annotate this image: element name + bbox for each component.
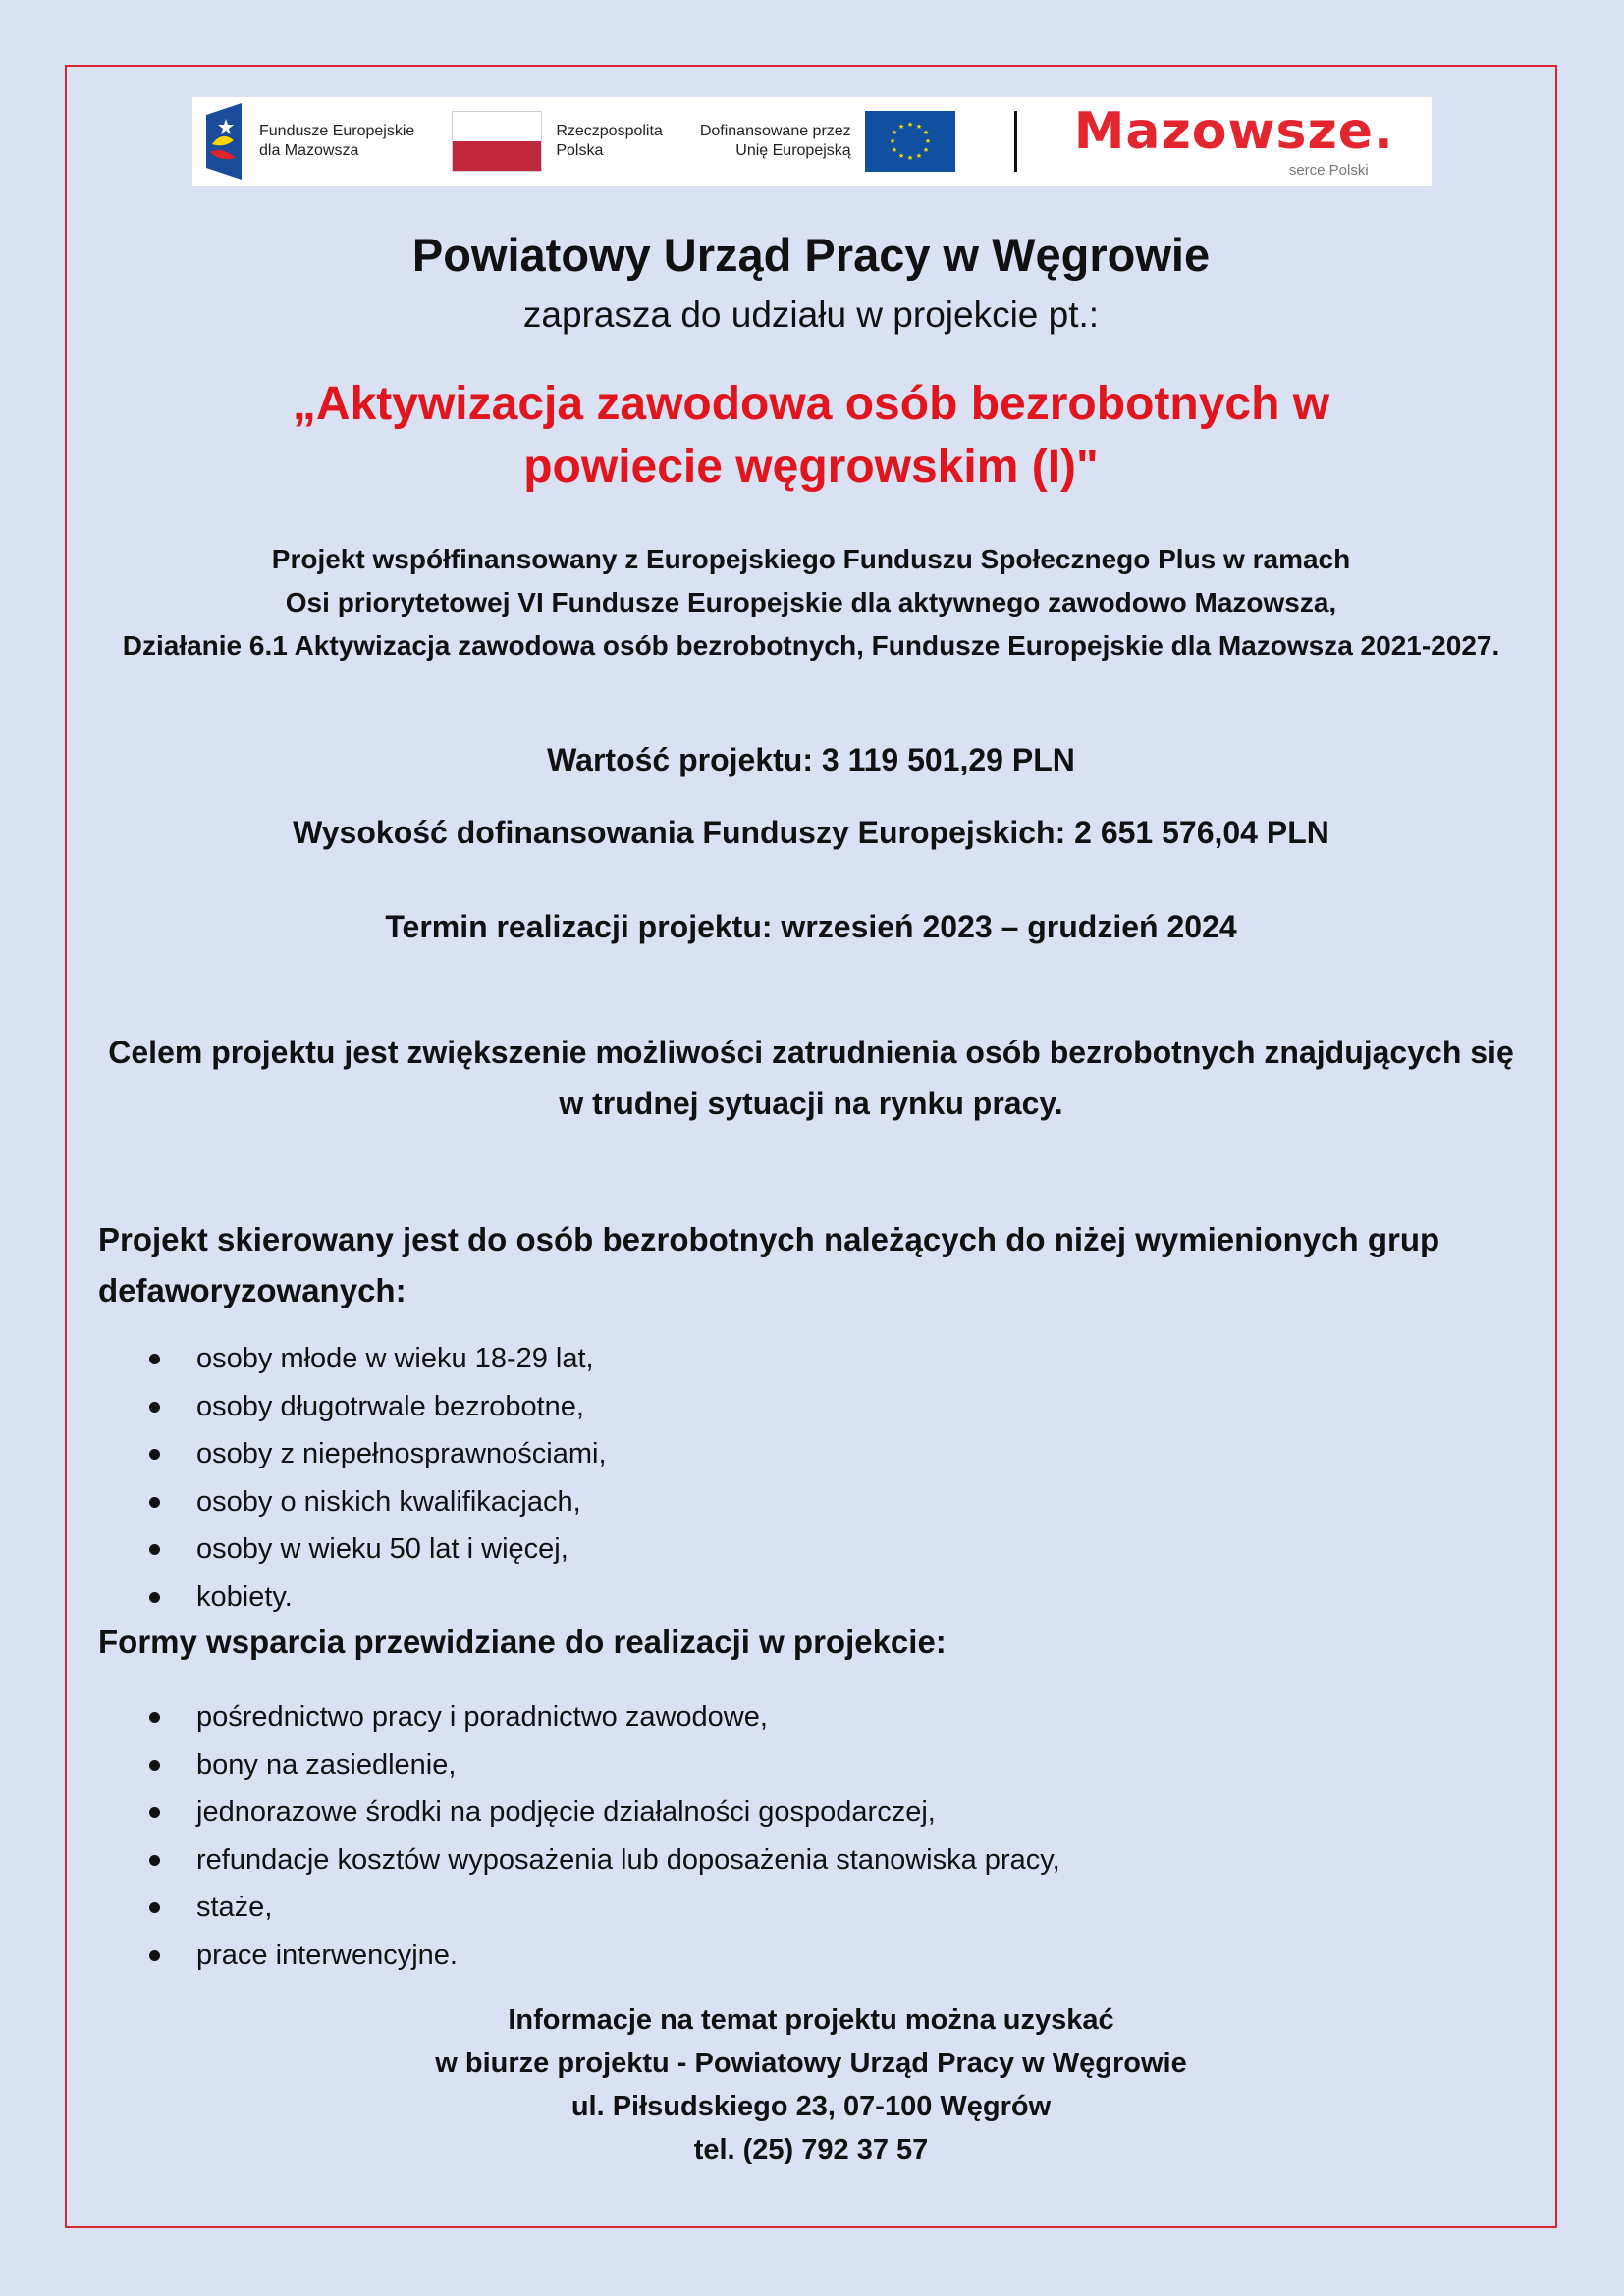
eu-label-line2: Unię Europejską	[735, 142, 851, 159]
rzeczpospolita-polska-logo	[452, 111, 663, 172]
svg-text:★: ★	[897, 123, 904, 131]
list-item: osoby młode w wieku 18-29 lat,	[98, 1335, 607, 1383]
fundusze-europejskie-logo	[202, 101, 414, 182]
list-item: jednorazowe środki na podjęcie działalności gospodarczej,	[98, 1789, 1060, 1837]
contact-address: ul. Piłsudskiego 23, 07-100 Węgrów	[570, 2091, 1052, 2122]
logo-divider	[1014, 111, 1017, 172]
support-forms-list	[98, 1693, 1060, 1979]
invitation-text: zaprasza do udziału w projekcie pt.:	[522, 294, 1100, 335]
eu-label-line1: Dofinansowane przez	[699, 123, 851, 139]
fe-emblem-icon	[202, 101, 245, 182]
pl-label-line1: Rzeczpospolita	[556, 123, 663, 139]
list-item: osoby w wieku 50 lat i więcej,	[98, 1525, 607, 1574]
mazowsze-logo	[1073, 102, 1394, 181]
project-term: Termin realizacji projektu: wrzesień 2023 – grudzień 2024	[385, 909, 1237, 944]
funding-line-3: Działanie 6.1 Aktywizacja zawodowa osób bezrobotnych, Fundusze Europejskie dla Mazowsza 2021-2027.	[122, 630, 1500, 661]
list-item: staże,	[98, 1884, 1060, 1932]
project-value: Wartość projektu: 3 119 501,29 PLN	[547, 742, 1075, 777]
target-groups-list	[98, 1335, 607, 1621]
mazowsze-tagline: serce Polski	[1288, 162, 1369, 179]
fe-label-line2: dla Mazowsza	[259, 142, 359, 159]
svg-text:★: ★	[915, 123, 922, 131]
list-item: bony na zasiedlenie,	[98, 1741, 1060, 1789]
pl-label-line2: Polska	[556, 142, 604, 159]
list-item: pośrednictwo pracy i poradnictwo zawodowe,	[98, 1693, 1060, 1741]
office-name: Powiatowy Urząd Pracy w Węgrowie	[411, 229, 1211, 281]
svg-text:★: ★	[897, 152, 904, 160]
svg-text:★: ★	[922, 146, 929, 154]
svg-text:★: ★	[889, 137, 895, 145]
project-title: „Aktywizacja zawodowa osób bezrobotnych w powiecie węgrowskim (I)"	[292, 378, 1330, 493]
svg-text:★: ★	[891, 129, 897, 136]
svg-text:★: ★	[922, 129, 929, 136]
svg-text:★: ★	[915, 152, 922, 160]
eu-flag-icon	[865, 111, 955, 172]
contact-line-1: Informacje na temat projektu można uzyskać	[508, 2004, 1114, 2036]
list-item: osoby długotrwale bezrobotne,	[98, 1383, 607, 1431]
funding-info	[65, 538, 1557, 667]
list-item: refundacje kosztów wyposażenia lub doposażenia stanowiska pracy,	[98, 1837, 1060, 1885]
support-forms-heading: Formy wsparcia przewidziane do realizacji w projekcie:	[98, 1624, 947, 1660]
svg-text:★: ★	[906, 154, 913, 162]
contact-line-2: w biurze projektu - Powiatowy Urząd Pracy w Węgrowie	[435, 2048, 1187, 2079]
contact-phone: tel. (25) 792 37 57	[693, 2134, 929, 2165]
list-item: osoby o niskich kwalifikacjach,	[98, 1478, 607, 1526]
mazowsze-wordmark: Mazowsze.	[1073, 102, 1394, 161]
funding-line-1: Projekt współfinansowany z Europejskiego Funduszu Społecznego Plus w ramach	[271, 544, 1351, 574]
project-goal: Celem projektu jest zwiększenie możliwości zatrudnienia osób bezrobotnych znajdujących się w trudnej sytuacji na rynku pracy.	[108, 1035, 1514, 1121]
funding-line-2: Osi priorytetowej VI Fundusze Europejskie dla aktywnego zawodowo Mazowsza,	[285, 587, 1337, 617]
svg-text:★: ★	[924, 137, 931, 145]
contact-info	[65, 1999, 1557, 2171]
svg-text:★: ★	[891, 146, 897, 154]
list-item: osoby z niepełnosprawnościami,	[98, 1430, 607, 1478]
co-financing-value: Wysokość dofinansowania Funduszy Europejskich: 2 651 576,04 PLN	[293, 815, 1329, 850]
fe-label-line1: Fundusze Europejskie	[259, 123, 415, 139]
list-item: kobiety.	[98, 1574, 607, 1622]
list-item: prace interwencyjne.	[98, 1932, 1060, 1980]
target-groups-heading: Projekt skierowany jest do osób bezrobotnych należących do niżej wymienionych grup defaworyzowanych:	[98, 1221, 1440, 1308]
eu-cofinancing-logo	[700, 111, 955, 172]
svg-text:★: ★	[906, 121, 913, 129]
logo-strip	[192, 97, 1432, 186]
polish-flag-icon	[452, 111, 542, 172]
